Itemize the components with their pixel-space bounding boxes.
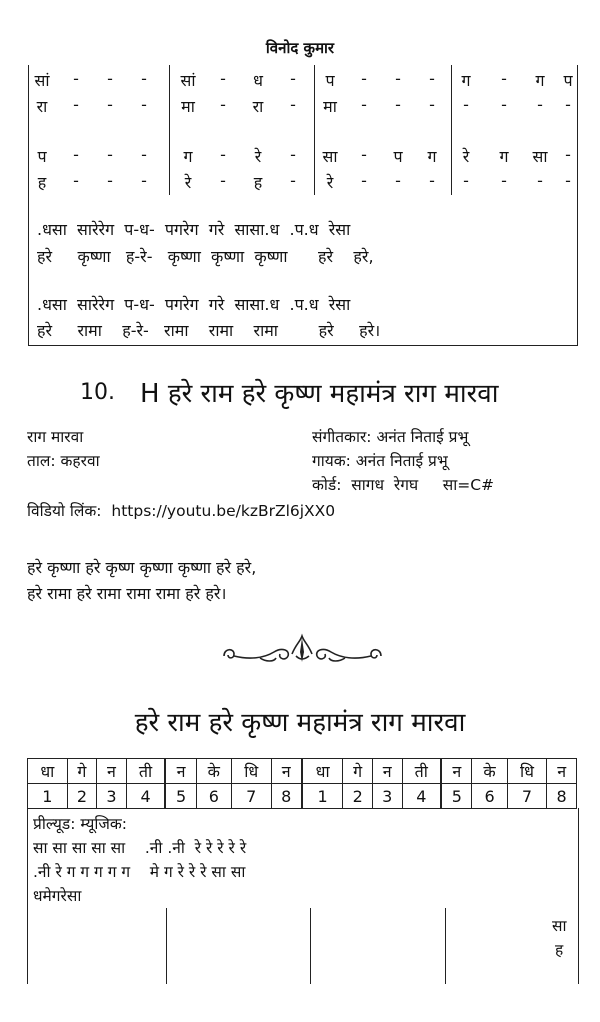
bol-cell: गे [67,759,97,784]
notation-cell: रे [254,147,262,166]
beat-cell: 5 [441,784,472,809]
bar-line [451,65,452,195]
notation-cell: - [141,145,147,164]
notation-cell: - [141,69,147,88]
beat-cell: 7 [507,784,547,809]
notation-cell: - [107,69,113,88]
notation-cell: - [290,95,296,114]
notation-cell: प [563,71,573,90]
notation-cell: प [325,71,335,90]
bol-cell: न [547,759,577,784]
beat-cell: 4 [402,784,441,809]
prelude-box [27,808,579,984]
notation-cell: - [107,171,113,190]
song-number: 10. [80,380,115,405]
notation-line: .धसा सारेरेग प-ध- पगरेग गरे सासा.ध .प.ध रेसा [37,220,351,239]
notation-cell: रे [326,173,334,192]
notation-cell: ग [499,147,509,166]
bol-cell: ती [402,759,441,784]
notation-cell: सां [34,71,50,90]
video-link[interactable]: विडियो लिंक: https://youtu.be/kzBrZl6jXX0 [27,502,336,520]
notation-cell: - [537,171,543,190]
notation-cell: - [537,95,543,114]
notation-cell: - [361,145,367,164]
beat-cell: 3 [372,784,402,809]
notation-cell: - [395,171,401,190]
bar-line [314,65,315,195]
bol-cell: न [441,759,472,784]
notation-cell: मा [181,97,195,116]
taal-label: ताल: कहरवा [27,452,100,470]
notation-cell: - [220,145,226,164]
song-title: H हरे राम हरे कृष्ण महामंत्र राग मारवा [140,379,499,409]
beat-cell: 3 [97,784,127,809]
notation-cell: - [290,145,296,164]
bol-cell: ती [126,759,165,784]
notation-cell: रे [184,173,192,192]
bol-cell: न [97,759,127,784]
bol-cell: न [271,759,302,784]
prelude-label: प्रील्यूड: म्यूजिक: [33,815,128,833]
composer-label: संगीतकार: अनंत निताई प्रभू [312,428,469,446]
beat-cell: 8 [271,784,302,809]
taal-table [27,758,577,809]
notation-cell: - [501,69,507,88]
lyric-line: हरे रामा हरे रामा रामा रामा हरे हरे। [27,584,227,603]
notation-cell: - [361,69,367,88]
bol-cell: के [196,759,231,784]
notation-cell: रा [252,97,264,116]
end-note: सा [552,917,567,935]
notation-cell: - [141,95,147,114]
notation-cell: - [429,171,435,190]
notation-cell: सा [532,147,548,166]
bol-cell: के [472,759,507,784]
notation-cell: - [220,95,226,114]
notation-cell: - [220,171,226,190]
ornament-divider-icon [220,632,385,670]
notation-cell: रा [36,97,48,116]
notation-cell: - [220,69,226,88]
bol-cell: गे [343,759,373,784]
prelude-line: सा सा सा सा सा .नी .नी रे रे रे रे रे [33,839,247,857]
beat-cell: 2 [343,784,373,809]
notation-cell: - [73,145,79,164]
bar-line [310,908,311,984]
bol-cell: न [372,759,402,784]
notation-cell: ग [427,147,437,166]
beat-cell: 2 [67,784,97,809]
singer-label: गायक: अनंत निताई प्रभू [312,452,448,470]
notation-cell: - [290,171,296,190]
notation-cell: प [393,147,403,166]
notation-cell: - [565,95,571,114]
chords-label: कोर्ड: सागध रेगघ सा=C# [312,476,495,494]
beat-row [28,784,577,809]
lyric-line: हरे कृष्णा हरे कृष्ण कृष्णा कृष्णा हरे हरे, [27,558,257,577]
lyric-line: हरे कृष्णा ह-रे- कृष्णा कृष्णा कृष्णा हरे हरे, [37,247,374,266]
bol-cell: न [165,759,196,784]
lyric-line: हरे रामा ह-रे- रामा रामा रामा हरे हरे। [37,321,381,340]
bol-cell: धि [231,759,271,784]
notation-cell: ह [37,173,47,192]
notation-cell: - [463,171,469,190]
notation-cell: - [361,171,367,190]
notation-cell: - [107,95,113,114]
notation-box [28,65,578,346]
section-title: हरे राम हरे कृष्ण महामंत्र राग मारवा [134,708,466,738]
notation-cell: - [501,95,507,114]
notation-cell: - [107,145,113,164]
notation-cell: - [361,95,367,114]
beat-cell: 6 [196,784,231,809]
beat-cell: 4 [126,784,165,809]
notation-cell: सां [180,71,196,90]
notation-cell: मा [323,97,337,116]
notation-cell: ग [535,71,545,90]
notation-cell: - [290,69,296,88]
notation-cell: रे [462,147,470,166]
notation-cell: सा [322,147,338,166]
beat-cell: 1 [302,784,343,809]
notation-cell: - [395,69,401,88]
notation-cell: - [395,95,401,114]
bar-line [169,65,170,195]
notation-cell: - [565,145,571,164]
notation-cell: - [429,69,435,88]
notation-cell: - [73,95,79,114]
beat-cell: 6 [472,784,507,809]
notation-cell: - [141,171,147,190]
bol-cell: धा [28,759,68,784]
bar-line [166,908,167,984]
bol-cell: धि [507,759,547,784]
prelude-line: .नी रे ग ग ग ग ग मे ग रे रे रे सा सा [33,863,246,881]
notation-cell: - [429,95,435,114]
beat-cell: 1 [28,784,68,809]
end-lyric: ह [555,941,564,959]
notation-cell: - [73,171,79,190]
bol-cell: धा [302,759,343,784]
author-name: विनोद कुमार [265,39,335,57]
prelude-line: धमेगरेसा [33,887,82,905]
notation-cell: - [463,95,469,114]
beat-cell: 8 [547,784,577,809]
notation-cell: ह [253,173,263,192]
notation-line: .धसा सारेरेग प-ध- पगरेग गरे सासा.ध .प.ध रेसा [37,295,351,314]
bol-row [28,759,577,784]
notation-cell: - [501,171,507,190]
notation-cell: प [37,147,47,166]
notation-cell: - [565,171,571,190]
raag-label: राग मारवा [27,428,84,446]
beat-cell: 5 [165,784,196,809]
notation-cell: ध [253,71,263,90]
notation-cell: - [73,69,79,88]
beat-cell: 7 [231,784,271,809]
notation-cell: ग [461,71,471,90]
bar-line [445,908,446,984]
notation-cell: ग [183,147,193,166]
